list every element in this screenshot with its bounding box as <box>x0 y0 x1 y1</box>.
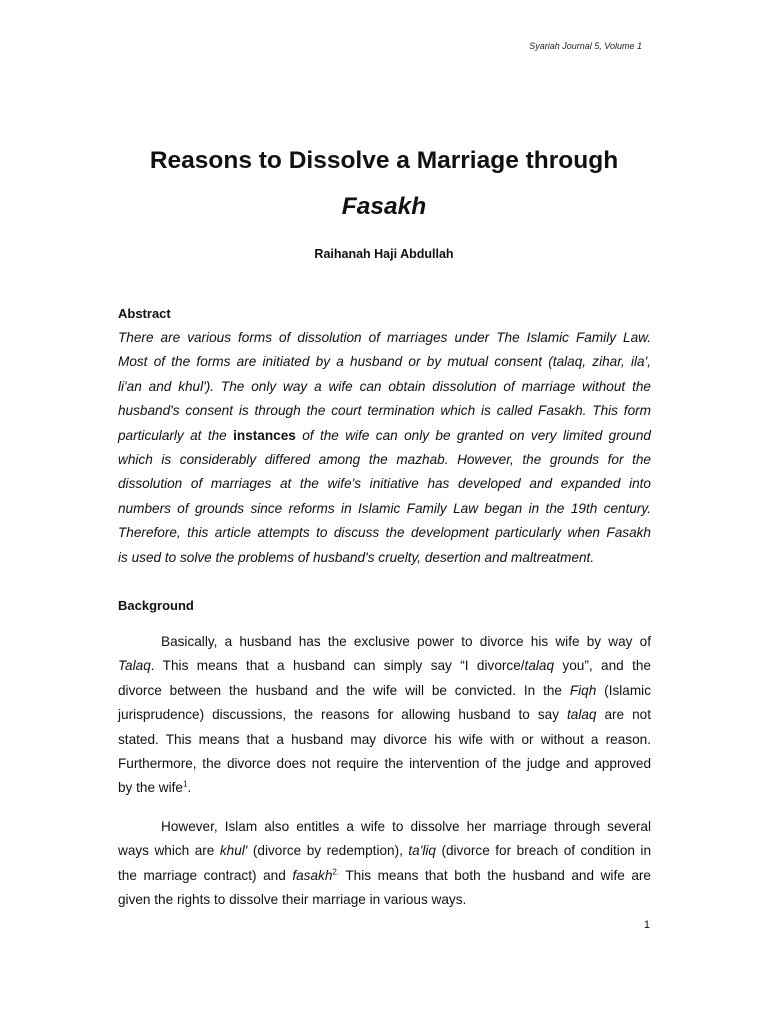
paragraph-line: stated. This means that a husband may divorce his wife with or without a reason. <box>118 731 651 747</box>
author-name: Raihanah Haji Abdullah <box>314 247 454 261</box>
abstract-line: which is considerably differed among the mazhab. However, the grounds for the <box>118 452 651 468</box>
article-title-line2: Fasakh <box>341 193 427 220</box>
abstract-line: There are various forms of dissolution of marriages under The Islamic Family Law. <box>118 330 651 345</box>
paragraph-text: . This means that a husband can simply say “I divorce/ <box>150 658 525 674</box>
italic-term: talaq <box>524 658 555 674</box>
paragraph-text: the marriage contract) and <box>118 867 293 883</box>
italic-term: talaq <box>566 707 597 723</box>
italic-term: fasakh <box>292 867 333 883</box>
paragraph-text: you”, and the <box>554 658 651 674</box>
paragraph-text: jurisprudence) discussions, the reasons for allowing husband to say <box>118 707 567 723</box>
abstract-line <box>118 424 651 448</box>
abstract-line: li'an and khul'). The only way a wife can obtain dissolution of marriage without the <box>118 378 651 394</box>
paragraph-line <box>118 679 651 703</box>
abstract-line: numbers of grounds since reforms in Islamic Family Law began in the 19th century. <box>118 500 651 516</box>
paragraph-text: by the wife <box>118 780 183 796</box>
paragraph-line: Basically, a husband has the exclusive power to divorce his wife by way of <box>161 634 651 649</box>
page-number: 1 <box>643 919 650 931</box>
paragraph-text: divorce between the husband and the wife will be convicted. In the <box>118 682 570 698</box>
abstract-heading: Abstract <box>118 306 171 321</box>
paragraph-line <box>118 839 651 863</box>
paragraph-line: Furthermore, the divorce does not require the intervention of the judge and approved <box>118 756 651 772</box>
background-paragraph-2 <box>118 815 651 913</box>
paragraph-line: given the rights to dissolve their marriage in various ways. <box>118 892 467 908</box>
paragraph-text: (divorce by redemption), <box>247 843 409 859</box>
emphasis-instances: instances <box>233 427 296 443</box>
paragraph-line <box>118 654 651 678</box>
abstract-text: of the wife can only be granted on very limited ground <box>295 427 651 443</box>
paragraph-text: . <box>187 780 192 796</box>
abstract-line: is used to solve the problems of husband's cruelty, desertion and maltreatment. <box>118 549 595 565</box>
background-heading: Background <box>118 598 194 613</box>
abstract-line: Most of the forms are initiated by a husband or by mutual consent (talaq, zihar, ila', <box>118 354 651 370</box>
paragraph-text: ways which are <box>118 843 220 859</box>
running-header: Syariah Journal 5, Volume 1 <box>529 41 642 51</box>
paragraph-text: (divorce for breach of condition in <box>435 843 652 859</box>
italic-term: Talaq <box>118 658 151 674</box>
footnote-marker[interactable]: 2. <box>332 867 340 877</box>
paragraph-line <box>118 703 651 727</box>
article-title-line1: Reasons to Dissolve a Marriage through <box>149 147 619 174</box>
paragraph-text: This means that both the husband and wife are <box>339 867 651 883</box>
abstract-body <box>118 326 651 570</box>
abstract-line: dissolution of marriages at the wife's initiative has developed and expanded into <box>118 476 651 492</box>
abstract-text: particularly at the <box>118 427 234 443</box>
background-paragraph-1 <box>118 630 651 801</box>
abstract-line: Therefore, this article attempts to discuss the development particularly when Fasakh <box>118 525 651 541</box>
footnote-marker[interactable]: 1 <box>182 779 188 789</box>
italic-term: ta'liq <box>408 843 436 859</box>
italic-term: Fiqh <box>569 682 597 698</box>
paragraph-line <box>118 864 651 888</box>
paragraph-line <box>118 776 651 800</box>
italic-term: khul' <box>219 843 248 859</box>
paragraph-text: are not <box>596 707 651 723</box>
paragraph-text: (Islamic <box>596 682 651 698</box>
abstract-line: husband's consent is through the court termination which is called Fasakh. This form <box>118 403 651 419</box>
paragraph-line: However, Islam also entitles a wife to dissolve her marriage through several <box>161 819 651 834</box>
